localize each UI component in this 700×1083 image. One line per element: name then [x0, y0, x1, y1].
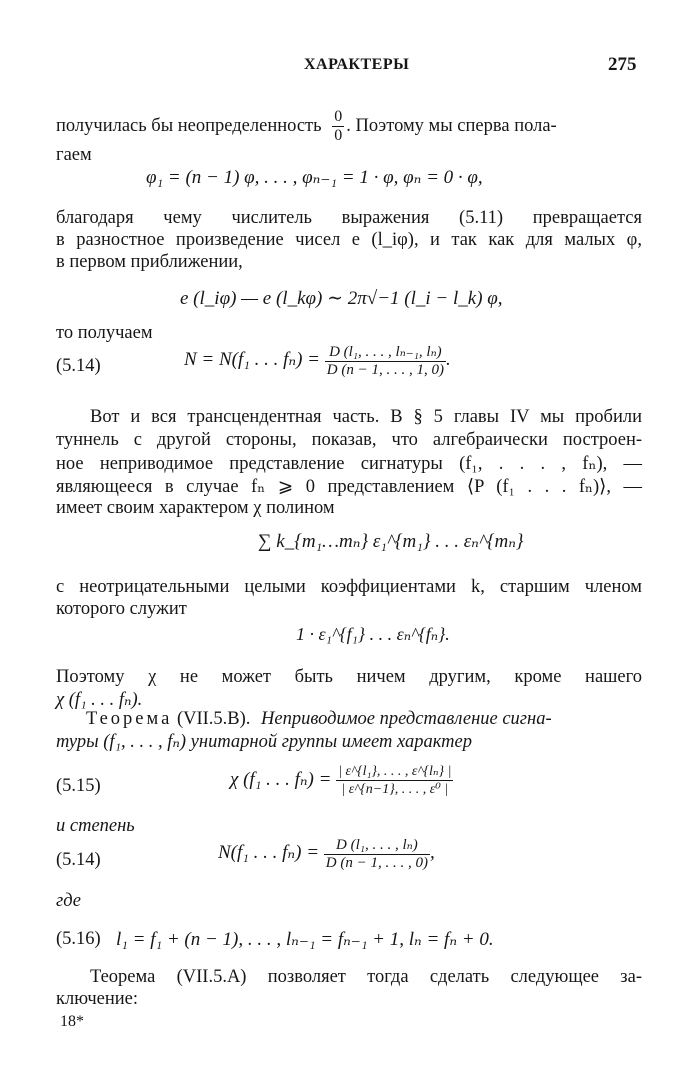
text-line-3: благодаря чему числитель выражения (5.11) превращается: [56, 208, 642, 228]
where-text: где: [56, 891, 82, 911]
paragraph-line-1: Вот и вся трансцендентная часть. В § 5 главы IV мы пробили: [90, 407, 642, 427]
paragraph-line-8: Поэтому χ не может быть ничем другим, кроме нашего: [56, 667, 642, 687]
theorem-label: Теорема: [86, 709, 173, 729]
equation-5-16: l₁ = f₁ + (n − 1), . . . , lₙ₋₁ = fₙ₋₁ + 1, lₙ = fₙ + 0.: [116, 929, 494, 950]
equation-leading-term: 1 · ε₁^{f₁} . . . εₙ^{fₙ}.: [296, 624, 450, 644]
paragraph-line-5: имеет своим характером χ полином: [56, 498, 335, 518]
eq-5-14-fraction: [325, 342, 446, 379]
eq-5-15-numerator: | ε^{l₁}, . . . , ε^{lₙ} |: [338, 764, 452, 779]
equation-5-15: [230, 763, 453, 798]
paragraph-line-7: которого служит: [56, 599, 187, 619]
eq-5-15-fraction: [336, 763, 453, 798]
equation-approx: e (l_iφ) — e (l_kφ) ∼ 2π√−1 (l_i − l_k) φ,: [180, 288, 503, 309]
paragraph-line-3: ное неприводимое представление сигнатуры (f₁, . . . , fₙ), —: [56, 454, 642, 474]
paragraph-line-4: являющееся в случае fₙ ⩾ 0 представлением ⟨P (f₁ . . . fₙ)⟩, —: [56, 477, 642, 497]
fraction-zero-over-zero: [332, 108, 344, 145]
equation-label-5-14: (5.14): [56, 356, 101, 376]
paragraph-line-6: с неотрицательными целыми коэффициентами k, старшим членом: [56, 577, 642, 597]
theorem-heading: [86, 709, 552, 730]
paragraph-line-9: χ (f₁ . . . fₙ).: [56, 690, 143, 710]
theorem-text-1: Неприводимое представление сигна-: [261, 709, 552, 729]
eq-5-14b-denominator: D (n − 1, . . . , 0): [325, 855, 428, 871]
eq-5-14b-numerator: D (l₁, . . . , lₙ): [324, 835, 430, 855]
and-degree-text: и степень: [56, 816, 135, 836]
eq-5-15-lhs: χ (f₁ . . . fₙ) =: [230, 768, 332, 790]
equation-label-5-16: (5.16): [56, 929, 101, 949]
text-line-1: [56, 108, 557, 145]
fraction-numerator: 0: [334, 108, 343, 125]
eq-5-14-lhs: N = N(f₁ . . . fₙ) =: [184, 348, 321, 370]
line-1-text: получилась бы неопределенность: [56, 115, 322, 136]
conclusion-line-2: ключение:: [56, 989, 139, 1009]
signature-mark: 18*: [60, 1013, 84, 1030]
equation-label-5-14b: (5.14): [56, 850, 101, 870]
fraction-denominator: 0: [334, 127, 343, 144]
equation-phi: φ₁ = (n − 1) φ, . . . , φₙ₋₁ = 1 · φ, φₙ = 0 · φ,: [146, 167, 483, 188]
theorem-ref: (VII.5.B).: [176, 709, 251, 729]
text-line-2: гаем: [56, 145, 92, 165]
theorem-text-2: туры (f₁, . . . , fₙ) унитарной группы имеет характер: [56, 732, 472, 752]
text-line-4: в разностное произведение чисел e (l_iφ), и так как для малых φ,: [56, 230, 642, 250]
page-number: 275: [608, 54, 637, 75]
equation-5-14b: N(f₁ . . . fₙ) = $\frac{\text{D (l₁, . . . , lₙ)}}{D (n - 1, . . . , 0)}$ ,: [218, 837, 435, 871]
running-title: ХАРАКТЕРЫ: [304, 56, 410, 73]
eq-5-14-denominator: D (n − 1, . . . , 1, 0): [326, 362, 444, 378]
paragraph-line-2: туннель с другой стороны, показав, что алгебраически построен-: [56, 430, 642, 450]
line-1-tail: . Поэтому мы сперва пола-: [346, 115, 557, 136]
eq-5-14-numerator: D (l₁, . . . , lₙ₋₁, lₙ): [325, 342, 446, 362]
eq-5-14b-lhs: N(f₁ . . . fₙ) =: [218, 841, 320, 863]
eq-5-14b-fraction: [324, 835, 430, 872]
text-line-6: то получаем: [56, 323, 153, 343]
eq-5-15-denominator: | ε^{n−1}, . . . , ε⁰ |: [341, 782, 449, 797]
text-line-5: в первом приближении,: [56, 252, 243, 272]
conclusion-line-1: Теорема (VII.5.A) позволяет тогда сделать следующее за-: [90, 967, 642, 987]
equation-label-5-15: (5.15): [56, 776, 101, 796]
equation-sum: ∑ k_{m₁…mₙ} ε₁^{m₁} . . . εₙ^{mₙ}: [258, 531, 524, 552]
equation-5-14: N = N(f₁ . . . fₙ) = $\frac{\text{D (l₁, . . . , lₙ₋₁, lₙ)}}{D (n - 1, . . . , 1, 0)}$ .: [184, 344, 451, 378]
